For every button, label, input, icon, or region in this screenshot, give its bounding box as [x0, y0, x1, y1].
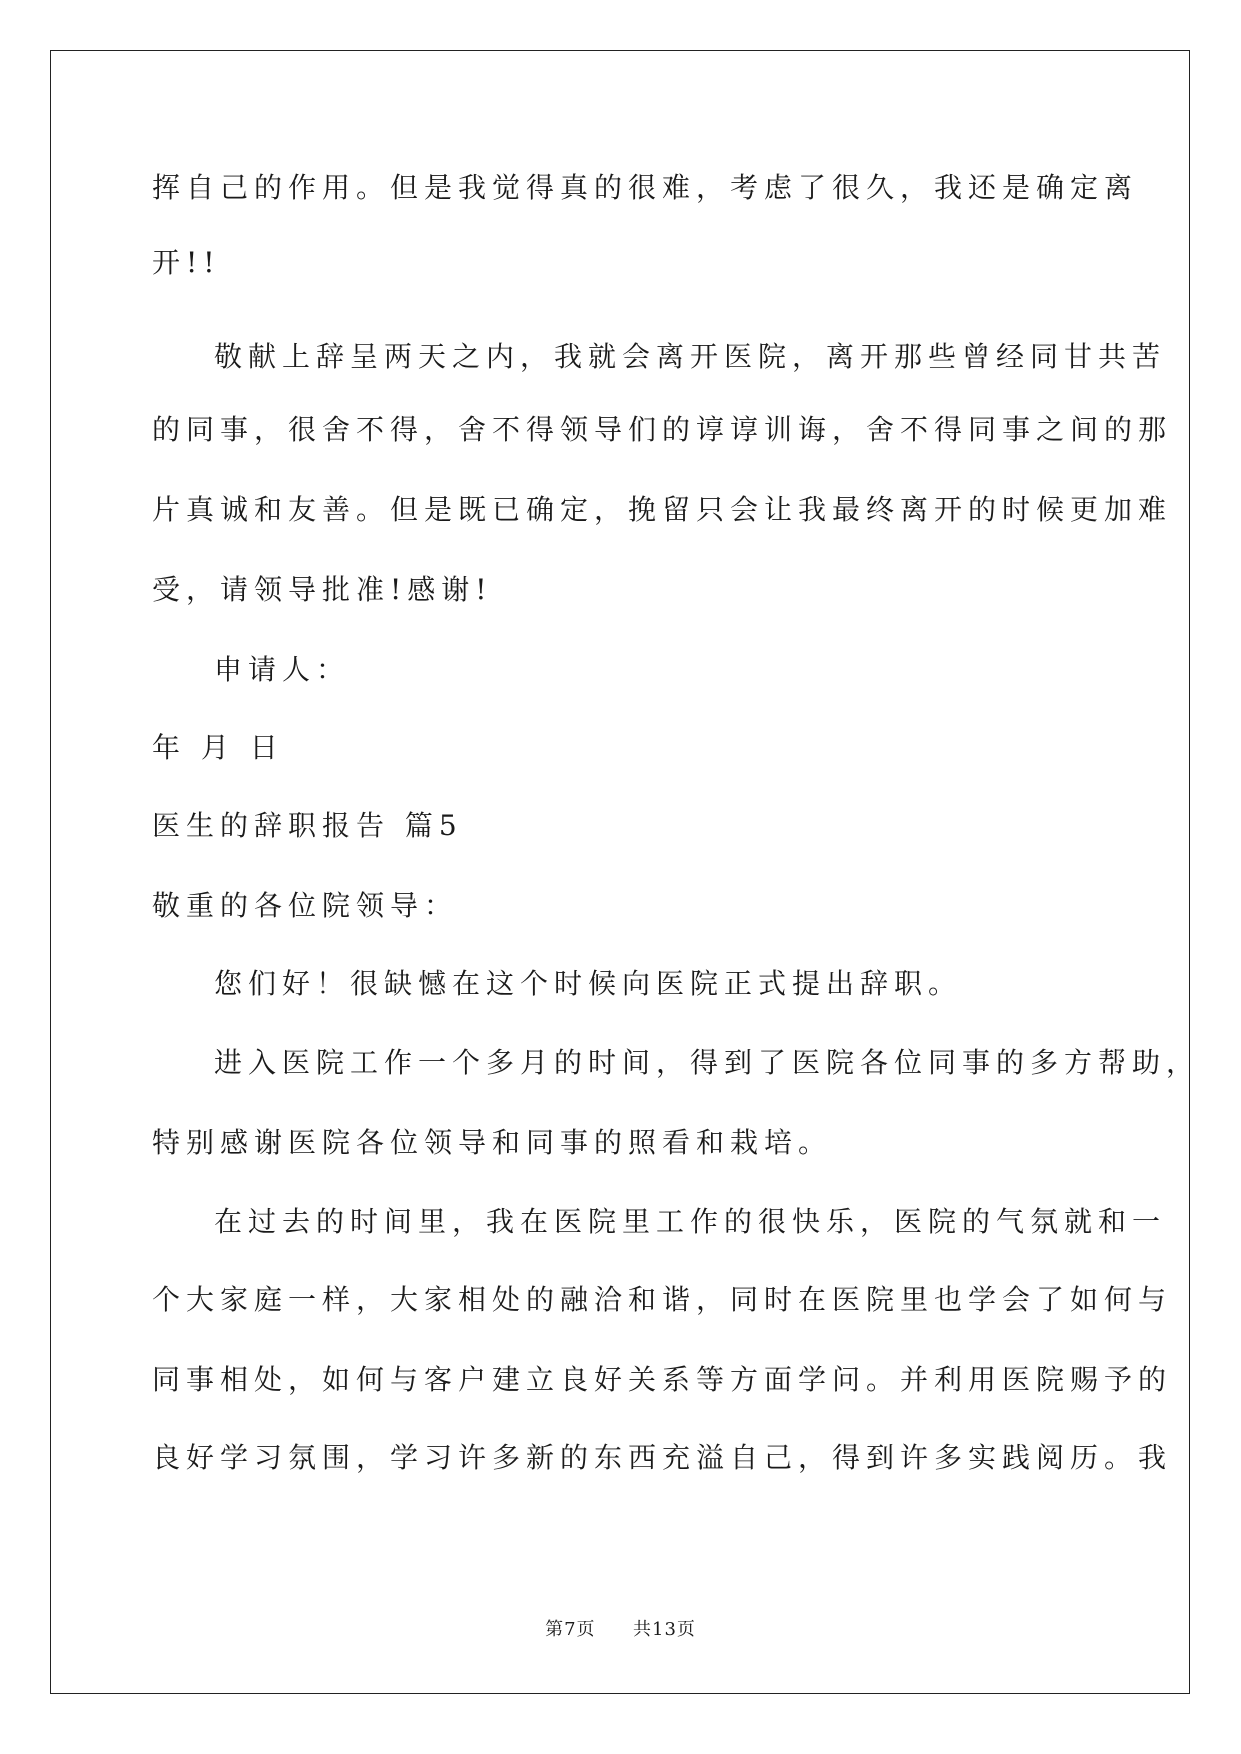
section-heading: 医生的辞职报告 篇5 [152, 809, 463, 842]
text-line: 受，请领导批准!感谢! [152, 573, 493, 606]
text-line: 良好学习氛围，学习许多新的东西充溢自己，得到许多实践阅历。我 [152, 1441, 1173, 1474]
text-line: 在过去的时间里，我在医院里工作的很快乐，医院的气氛就和一 [214, 1205, 1167, 1238]
text-line: 的同事，很舍不得，舍不得领导们的谆谆训诲，舍不得同事之间的那 [152, 413, 1173, 446]
text-line: 个大家庭一样，大家相处的融洽和谐，同时在医院里也学会了如何与 [152, 1283, 1173, 1316]
text-line: 挥自己的作用。但是我觉得真的很难，考虑了很久，我还是确定离 [152, 171, 1139, 204]
text-line: 开!! [152, 246, 221, 279]
text-line: 进入医院工作一个多月的时间，得到了医院各位同事的多方帮助， [214, 1046, 1201, 1079]
text-line: 特别感谢医院各位领导和同事的照看和栽培。 [152, 1126, 833, 1159]
date-line: 年 月 日 [152, 731, 284, 764]
text-line: 片真诚和友善。但是既已确定，挽留只会让我最终离开的时候更加难 [152, 493, 1173, 526]
text-line: 敬献上辞呈两天之内，我就会离开医院，离开那些曾经同甘共苦 [214, 340, 1167, 373]
page-total: 共13页 [633, 1619, 696, 1640]
page-footer [0, 1615, 1241, 1641]
signature-label: 申请人： [214, 653, 351, 686]
page-number: 第7页 [545, 1619, 596, 1640]
text-line: 您们好！很缺憾在这个时候向医院正式提出辞职。 [214, 967, 963, 1000]
text-line: 同事相处，如何与客户建立良好关系等方面学问。并利用医院赐予的 [152, 1363, 1173, 1396]
salutation: 敬重的各位院领导： [152, 889, 459, 922]
